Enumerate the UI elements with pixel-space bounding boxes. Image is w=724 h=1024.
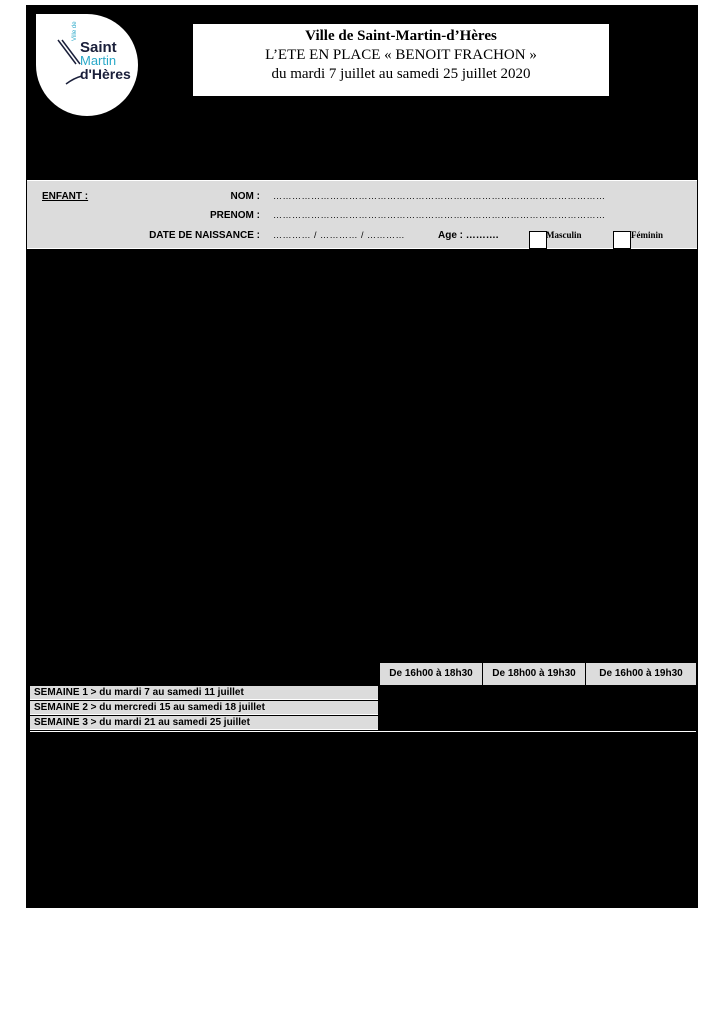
table-bottom-divider <box>30 731 696 732</box>
column-header-1: De 16h00 à 18h30 <box>380 663 483 685</box>
week-row-3: SEMAINE 3 > du mardi 21 au samedi 25 juillet <box>30 716 378 730</box>
week-row-1: SEMAINE 1 > du mardi 7 au samedi 11 juillet <box>30 686 378 700</box>
title-dates: du mardi 7 juillet au samedi 25 juillet 2020 <box>271 66 531 82</box>
enfant-label: ENFANT : <box>42 191 89 202</box>
column-header-3: De 16h00 à 19h30 <box>586 663 697 685</box>
feminin-checkbox[interactable] <box>613 231 631 249</box>
age-field[interactable]: Age : ………. <box>438 230 499 241</box>
prenom-field[interactable]: …………………………………………………………………………………………… <box>273 210 606 220</box>
nom-label: NOM : <box>230 191 260 202</box>
logo-saint-text: Saint <box>80 39 117 56</box>
nom-field[interactable]: …………………………………………………………………………………………… <box>273 191 606 201</box>
logo-heres-text: d'Hères <box>80 66 131 82</box>
feminin-label: Féminin <box>631 230 664 240</box>
dob-field[interactable]: ………… / ………… / ………… <box>273 230 406 240</box>
logo-martin-text: Martin <box>80 53 117 68</box>
dob-label: DATE DE NAISSANCE : <box>149 230 260 241</box>
masculin-checkbox[interactable] <box>529 231 547 249</box>
form-sheet <box>26 5 698 908</box>
prenom-label: PRENOM : <box>210 210 260 221</box>
column-header-2: De 18h00 à 19h30 <box>483 663 586 685</box>
masculin-label: Masculin <box>546 230 582 240</box>
child-info-section <box>27 180 697 249</box>
logo-ville-text: Ville de <box>72 21 78 41</box>
week-row-2: SEMAINE 2 > du mercredi 15 au samedi 18 juillet <box>30 701 378 715</box>
title-box <box>193 24 609 96</box>
city-logo <box>36 14 138 116</box>
title-city: Ville de Saint-Martin-d’Hères <box>305 28 497 44</box>
title-program: L’ETE EN PLACE « BENOIT FRACHON » <box>265 47 537 63</box>
